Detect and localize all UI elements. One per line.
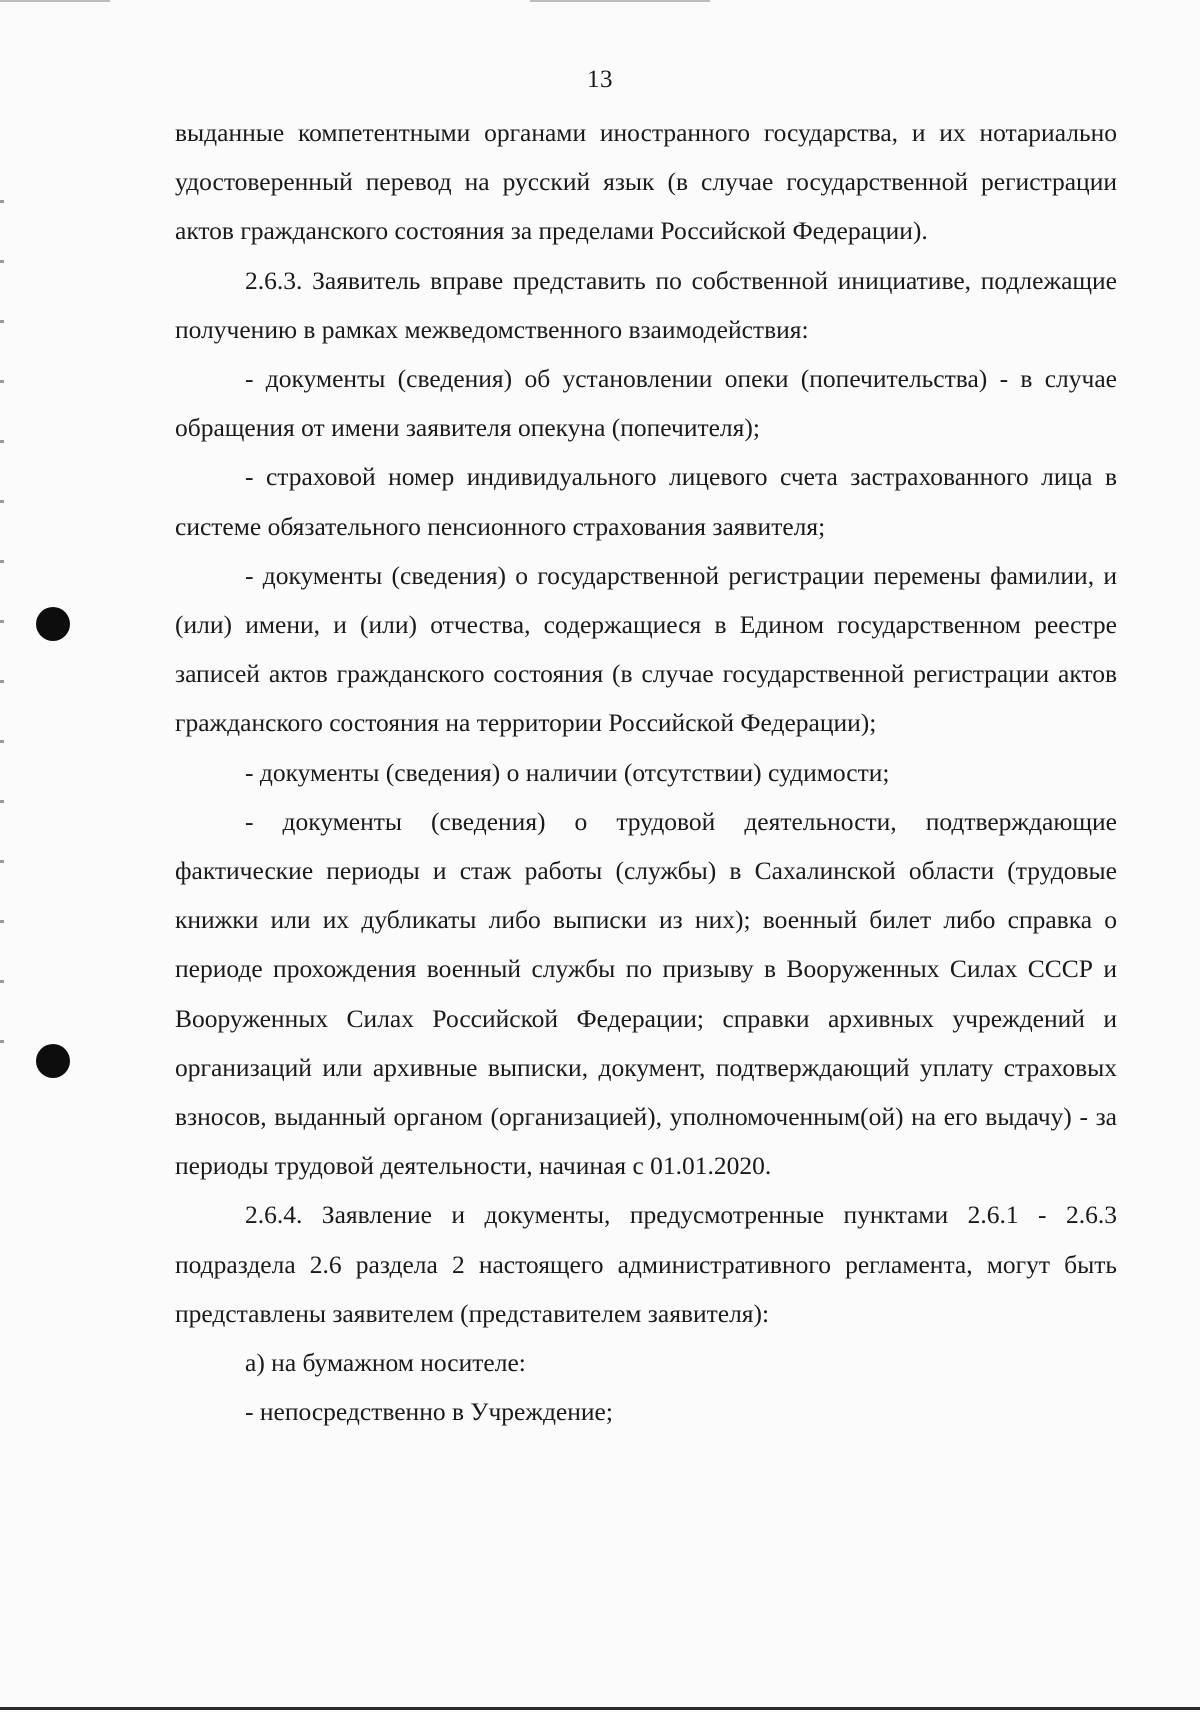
list-item: - непосредственно в Учреждение; xyxy=(245,1397,613,1427)
punch-hole xyxy=(36,607,70,641)
document-body xyxy=(175,108,1117,1436)
page-number: 13 xyxy=(587,66,613,93)
list-item: а) на бумажном носителе: xyxy=(245,1348,526,1378)
paragraph: 2.6.4. Заявление и документы, предусмотренные пунктами 2.6.1 - 2.6.3 подраздела 2.6 раздела 2 настоящего административного регламента, могут быть представлены заявителем (представителем заявителя): xyxy=(175,1200,1117,1328)
scan-artifact xyxy=(0,0,110,2)
list-item: - документы (сведения) о наличии (отсутствии) судимости; xyxy=(245,757,890,787)
punch-hole xyxy=(36,1044,70,1078)
scan-edge-marks xyxy=(0,200,4,1100)
scan-bottom-edge xyxy=(0,1707,1200,1710)
paragraph: выданные компетентными органами иностранного государства, и их нотариально удостоверенный перевод на русский язык (в случае государственной регистрации актов гражданского состояния за пределами Российской Федерации). xyxy=(175,118,1117,246)
list-item: - документы (сведения) о трудовой деятельности, подтверждающие фактические периоды и стаж работы (службы) в Сахалинской области (трудовые книжки или их дубликаты либо выписки из них); военный билет либо справка о периоде прохождения военный службы по призыву в Вооруженных Силах СССР и Вооруженных Силах Российской Федерации; справки архивных учреждений и организаций или архивные выписки, документ, подтверждающий уплату страховых взносов, выданный органом (организацией), уполномоченным(ой) на его выдачу) - за периоды трудовой деятельности, начиная с 01.01.2020. xyxy=(175,806,1117,1181)
list-item: - страховой номер индивидуального лицевого счета застрахованного лица в системе обязательного пенсионного страхования заявителя; xyxy=(175,462,1117,541)
paragraph: 2.6.3. Заявитель вправе представить по собственной инициативе, подлежащие получению в рамках межведомственного взаимодействия: xyxy=(175,265,1117,344)
scan-artifact xyxy=(530,0,710,2)
list-item: - документы (сведения) о государственной регистрации перемены фамилии, и (или) имени, и (или) отчества, содержащиеся в Едином государственном реестре записей актов гражданского состояния (в случае государственной регистрации актов гражданского состояния на территории Российской Федерации); xyxy=(175,560,1117,738)
list-item: - документы (сведения) об установлении опеки (попечительства) - в случае обращения от имени заявителя опекуна (попечителя); xyxy=(175,364,1117,443)
